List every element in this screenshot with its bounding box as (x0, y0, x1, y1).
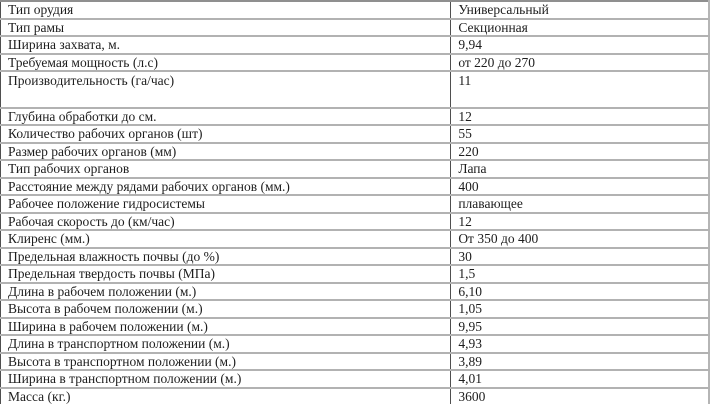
table-row (1, 213, 710, 231)
spec-value-cell: 1,05 (451, 300, 709, 318)
table-row (1, 283, 710, 301)
spec-value-cell: 4,93 (451, 335, 709, 353)
table-row (1, 1, 710, 19)
spec-value-cell: плавающее (451, 195, 709, 213)
spec-label-cell: Тип рамы (1, 19, 451, 37)
spec-value-cell: 9,95 (451, 318, 709, 336)
spec-label-cell: Ширина в рабочем положении (м.) (1, 318, 451, 336)
spec-label-cell: Предельная твердость почвы (МПа) (1, 265, 451, 283)
spec-label-cell: Ширина захвата, м. (1, 36, 451, 54)
table-row (1, 125, 710, 143)
spec-value-cell: от 220 до 270 (451, 54, 709, 72)
spec-label-cell: Глубина обработки до см. (1, 108, 451, 126)
spec-label-cell: Тип орудия (1, 1, 451, 19)
table-row (1, 248, 710, 266)
spec-label-cell: Рабочее положение гидросистемы (1, 195, 451, 213)
spec-value-cell: 11 (451, 71, 709, 108)
spec-label-cell: Масса (кг.) (1, 388, 451, 404)
spec-label-cell: Предельная влажность почвы (до %) (1, 248, 451, 266)
spec-value-cell: 3,89 (451, 353, 709, 371)
spec-value-cell: 6,10 (451, 283, 709, 301)
spec-label-cell: Длина в транспортном положении (м.) (1, 335, 451, 353)
table-row (1, 71, 710, 108)
spec-table-body (1, 1, 710, 404)
spec-value-cell: 220 (451, 143, 709, 161)
spec-label-cell: Длина в рабочем положении (м.) (1, 283, 451, 301)
table-row (1, 300, 710, 318)
spec-value-cell: 12 (451, 108, 709, 126)
table-row (1, 54, 710, 72)
spec-label-cell: Ширина в транспортном положении (м.) (1, 370, 451, 388)
table-row (1, 353, 710, 371)
spec-value-cell: Лапа (451, 160, 709, 178)
spec-label-cell: Количество рабочих органов (шт) (1, 125, 451, 143)
table-row (1, 178, 710, 196)
table-row (1, 265, 710, 283)
table-row (1, 108, 710, 126)
spec-label-cell: Высота в транспортном положении (м.) (1, 353, 451, 371)
table-row (1, 160, 710, 178)
spec-value-cell: Секционная (451, 19, 709, 37)
table-row (1, 19, 710, 37)
spec-label-cell: Требуемая мощность (л.с) (1, 54, 451, 72)
table-row (1, 230, 710, 248)
spec-value-cell: 12 (451, 213, 709, 231)
spec-label-cell: Производительность (га/час) (1, 71, 451, 108)
spec-value-cell: 9,94 (451, 36, 709, 54)
spec-value-cell: 1,5 (451, 265, 709, 283)
spec-value-cell: От 350 до 400 (451, 230, 709, 248)
table-row (1, 388, 710, 404)
table-row (1, 318, 710, 336)
table-row (1, 370, 710, 388)
spec-value-cell: 55 (451, 125, 709, 143)
spec-label-cell: Высота в рабочем положении (м.) (1, 300, 451, 318)
spec-value-cell: 3600 (451, 388, 709, 404)
table-row (1, 143, 710, 161)
table-row (1, 36, 710, 54)
table-row (1, 195, 710, 213)
table-row (1, 335, 710, 353)
spec-value-cell: 4,01 (451, 370, 709, 388)
spec-label-cell: Размер рабочих органов (мм) (1, 143, 451, 161)
spec-value-cell: 30 (451, 248, 709, 266)
spec-label-cell: Расстояние между рядами рабочих органов (мм.) (1, 178, 451, 196)
spec-label-cell: Клиренс (мм.) (1, 230, 451, 248)
spec-value-cell: 400 (451, 178, 709, 196)
spec-value-cell: Универсальный (451, 1, 709, 19)
spec-label-cell: Рабочая скорость до (км/час) (1, 213, 451, 231)
spec-label-cell: Тип рабочих органов (1, 160, 451, 178)
